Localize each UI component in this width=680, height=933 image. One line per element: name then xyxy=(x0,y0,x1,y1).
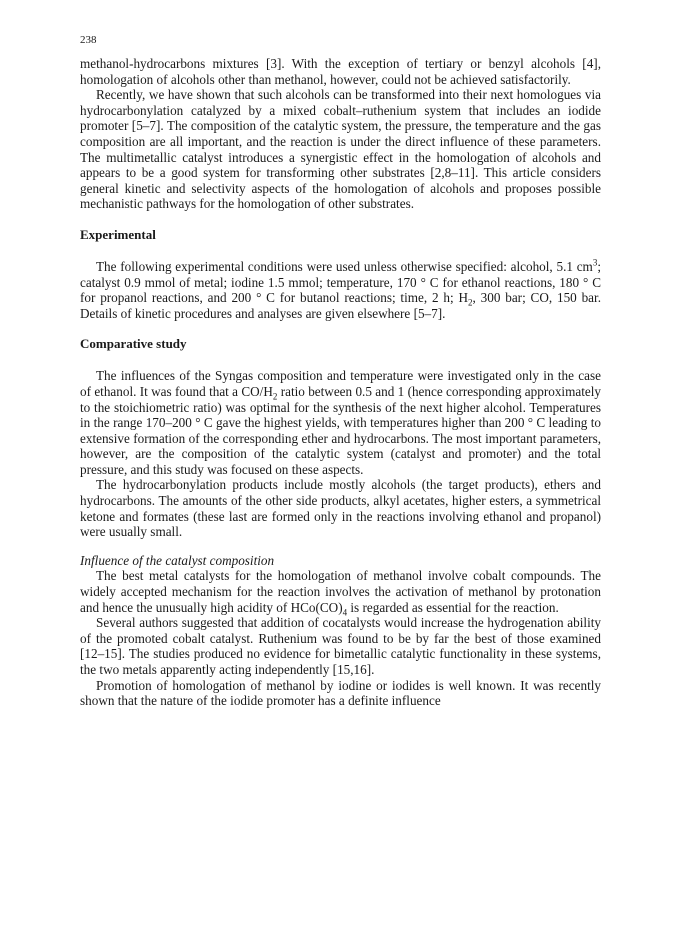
paragraph-cocatalysts: Several authors suggested that addition of cocatalysts would increase the hydrogenation ability of the promoted cobalt catalyst. Ruthenium was found to be by far the best of those examined [12–15]. The studies produced no evidence for bimetallic catalytic functionality in these systems, the two metals apparently acting independently [15,16]. xyxy=(80,615,601,677)
subsection-heading-catalyst-composition: Influence of the catalyst composition xyxy=(80,552,275,568)
paper-page xyxy=(80,34,601,709)
paragraph-syngas-composition xyxy=(80,368,601,477)
subscript: 4 xyxy=(342,607,348,618)
text-run: ratio between 0.5 and 1 (hence corresponding approximately to the stoichiometric ratio) was optimal for the synthesis of the next higher alcohol. Temperatures in the range 170–200 ° C gave the highest yields, with temperatures higher than 200 ° C leading to extensive formation of the corresponding ether and hydrocarbons. The most important parameters, however, are the composition of the catalytic system (catalyst and promoter) and the total pressure, and this study was focused on these aspects. xyxy=(80,383,601,477)
text-run: ; catalyst 0.9 mmol of metal; iodine 1.5 mmol; temperature, 170 ° C for ethanol reactions, 180 ° C for propanol reactions, and 200 ° C for butanol reactions; time, 2 h; H xyxy=(80,258,601,306)
text-run: , 300 bar; CO, 150 bar. Details of kinetic procedures and analyses are given elsewhere [5–7]. xyxy=(80,290,601,321)
subscript: 2 xyxy=(272,391,278,402)
superscript: 3 xyxy=(592,257,598,268)
paragraph-recent-work: Recently, we have shown that such alcohols can be transformed into their next homologues via hydrocarbonylation catalyzed by a mixed cobalt–ruthenium system that includes an iodide promoter [5–7]. The composition of the catalytic system, the pressure, the temperature and the gas composition are all important, and the reaction is under the direct influence of these parameters. The multimetallic catalyst introduces a synergistic effect in the homologation of alcohols and appears to be a good system for transforming other substrates [2,8–11]. This article considers general kinetic and selectivity aspects of the homologation of alcohols and proposes possible mechanistic pathways for the homologation of other substrates. xyxy=(80,87,601,212)
paragraph-cobalt-catalysts xyxy=(80,568,601,618)
paragraph-intro-continued: methanol-hydrocarbons mixtures [3]. With the exception of tertiary or benzyl alcohols [4], homologation of alcohols other than methanol, however, could not be achieved satisfactorily. xyxy=(80,56,601,87)
text-run: is regarded as essential for the reaction. xyxy=(347,599,559,615)
paragraph-iodide-promotion: Promotion of homologation of methanol by iodine or iodides is well known. It was recently shown that the nature of the iodide promoter has a definite influence xyxy=(80,677,601,709)
section-heading-experimental: Experimental xyxy=(80,226,156,242)
text-run: The influences of the Syngas composition and temperature were investigated only in the case of ethanol. It was found that a CO/H xyxy=(80,368,601,399)
section-heading-comparative-study: Comparative study xyxy=(80,336,187,352)
text-run: The following experimental conditions were used unless otherwise specified: alcohol, 5.1 cm xyxy=(96,258,593,274)
paragraph-hydrocarbonylation-products: The hydrocarbonylation products include mostly alcohols (the target products), ethers and hydrocarbons. The amounts of the other side products, alkyl acetates, higher esters, a symmetrical ketone and formates (these last are formed only in the reactions involving ethanol and propanol) were usually small. xyxy=(80,477,601,540)
page-number: 238 xyxy=(80,34,97,46)
subscript: 2 xyxy=(468,297,473,308)
text-run: The best metal catalysts for the homologation of methanol involve cobalt compounds. The widely accepted mechanism for the reaction involves the activation of methanol by protonation and hence the unusually high acidity of HCo(CO) xyxy=(80,568,601,615)
paragraph-experimental-conditions xyxy=(80,259,601,321)
